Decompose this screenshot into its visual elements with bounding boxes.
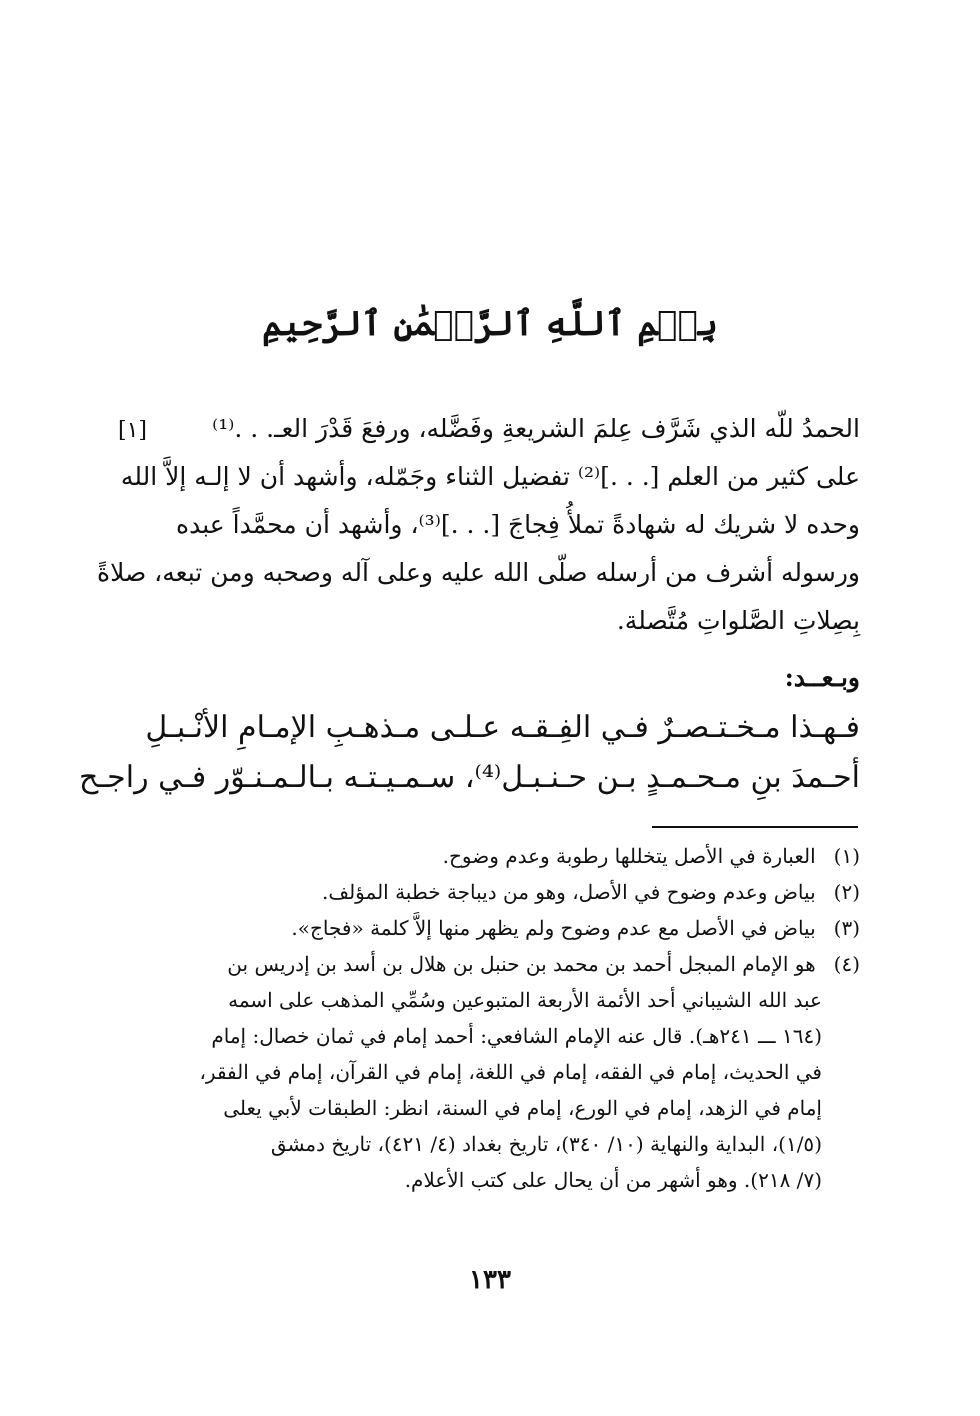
footnote-4-line: إمام في الزهد، إمام في الورع، إمام في السنة، انظر: الطبقات لأبي يعلى [223,1096,822,1120]
margin-section-number: [١] [118,418,148,443]
footnote-3 [155,910,860,946]
footnotes [155,838,860,1198]
basmala-calligraphy: بِسۡمِ ٱللَّهِ ٱلرَّحۡمَٰنِ ٱلرَّحِيمِ [262,303,718,344]
page-number: ١٣٣ [469,1265,511,1295]
footnote-number: (٢) [833,880,860,904]
footnote-text: بياض وعدم وضوح في الأصل، وهو من ديباجة خطبة المؤلف. [322,880,816,904]
main-line: على كثير من العلم [. . .]⁽²⁾ تفضيل الثناء وجَمّله، وأشهد أن لا إلـه إلاَّ الله [120,462,860,491]
footnote-1 [155,838,860,874]
footnote-4-line: (٧/ ٢١٨). وهو أشهر من أن يحال على كتب الأعلام. [404,1168,822,1192]
footnote-2 [155,874,860,910]
footnote-number: (٣) [833,916,860,940]
footnote-text: هو الإمام المبجل أحمد بن محمد بن حنبل بن هلال بن أسد بن إدريس بن [227,952,816,976]
footnote-4-line: (١/٥)، البداية والنهاية (١٠/ ٣٤٠)، تاريخ بغداد (٤/ ٤٢١)، تاريخ دمشق [270,1132,822,1156]
main-line-large: فـهـذا مـخـتـصـرٌ فـي الفِـقـه عـلـى مـذهـبِ الإمـامِ الأنْـبـلِ [145,710,860,745]
footnote-4-line: في الحديث، إمام في الفقه، إمام في اللغة، إمام في القرآن، إمام في الفقر، [199,1060,822,1084]
footnote-text: بياض في الأصل مع عدم وضوح ولم يظهر منها إلاَّ كلمة «فجاج». [291,916,816,940]
footnote-4-line: (١٦٤ ـــ ٢٤١هـ). قال عنه الإمام الشافعي: أحمد إمام في ثمان خصال: إمام [211,1024,822,1048]
main-text [79,405,860,803]
footnote-divider [652,826,858,828]
main-line-large: أحـمدَ بنِ مـحـمـدٍ بـن حـنـبـل⁽⁴⁾، سـمـيـتـه بـالـمـنـوّر فـي راجـح [79,760,860,795]
footnote-text: العبارة في الأصل يتخللها رطوبة وعدم وضوح. [442,844,816,868]
main-line: بِصِلاتِ الصَّلواتِ مُتَّصلة. [616,606,860,635]
main-line: الحمدُ للّه الذي شَرَّف عِلمَ الشريعةِ وفَضَّله، ورفعَ قَدْرَ العـ. . .⁽¹⁾ [212,414,860,443]
main-line: ورسوله أشرف من أرسله صلّى الله عليه وعلى آله وصحبه ومن تبعه، صلاةً [96,558,860,587]
main-line: وحده لا شريك له شهادةً تملأُ فِجاجَ [. . .]⁽³⁾، وأشهد أن محمَّداً عبده [176,510,860,539]
section-heading: وبـعــد: [784,663,860,692]
footnote-number: (١) [833,844,860,868]
footnote-4 [155,946,860,982]
footnote-number: (٤) [833,952,860,976]
footnote-4-line: عبد الله الشيباني أحد الأئمة الأربعة المتبوعين وسُمِّي المذهب على اسمه [228,988,822,1012]
